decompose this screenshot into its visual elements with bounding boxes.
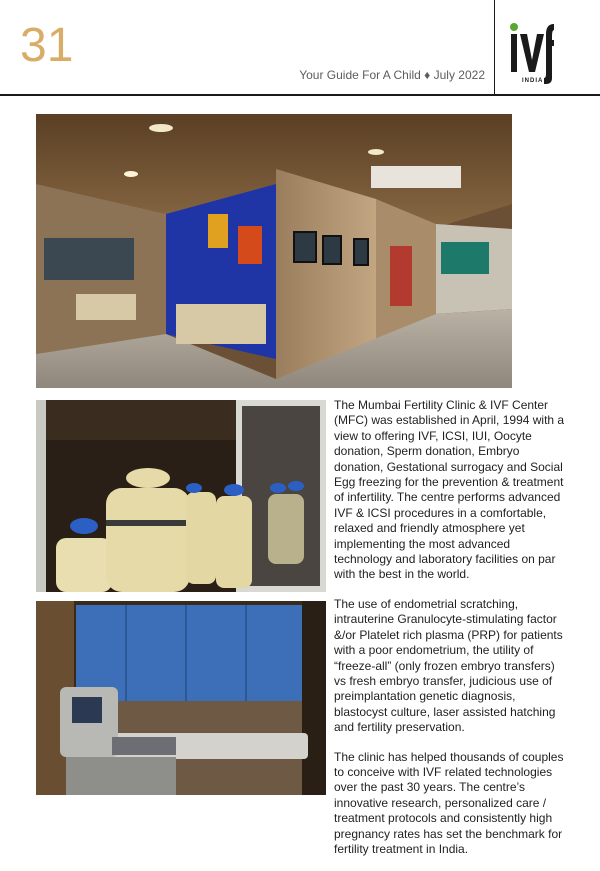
article-paragraph: The use of endometrial scratching, intrauterine Granulocyte-stimulating factor &/or Platelet rich plasma (PRP) for patients with a poor endometrium, the utility of “freeze-all” (only frozen embryo transfers) vs fresh embryo transfer, judicious use of preimplantation genetic diagnosis, blastocyst culture, laser assisted hatching and fertility preservation. — [334, 596, 563, 735]
examination-room-photo — [36, 601, 326, 795]
article-paragraph: The Mumbai Fertility Clinic & IVF Center (MFC) was established in April, 1994 with a view to offering IVF, ICSI, IUI, Oocyte donation, Sperm donation, Embryo donation, Gestational surrogacy and Social Egg freezing for the prevention & treatment of infertility. The centre performs advanced IVF & ICSI procedures in a comfortable, relaxed and friendly atmosphere yet implementing the most advanced technology and laboratory facilities on par with the best in the world. — [334, 398, 565, 582]
header-vertical-divider — [494, 0, 495, 94]
header-horizontal-divider — [0, 94, 600, 96]
article-body — [334, 398, 566, 871]
clinic-corridor-photo — [36, 114, 512, 388]
cryo-storage-photo — [36, 400, 326, 592]
logo-subtext: INDIA — [522, 78, 544, 84]
article-paragraph: The clinic has helped thousands of couples to conceive with IVF related technologies over the past 30 years. The centre’s innovative research, personalized care / treatment protocols and consistently high pregnancy rates has set the benchmark for fertility treatment in India. — [334, 749, 564, 856]
header-tagline: Your Guide For A Child ♦ July 2022 — [299, 68, 485, 82]
page-number: 31 — [20, 19, 74, 72]
